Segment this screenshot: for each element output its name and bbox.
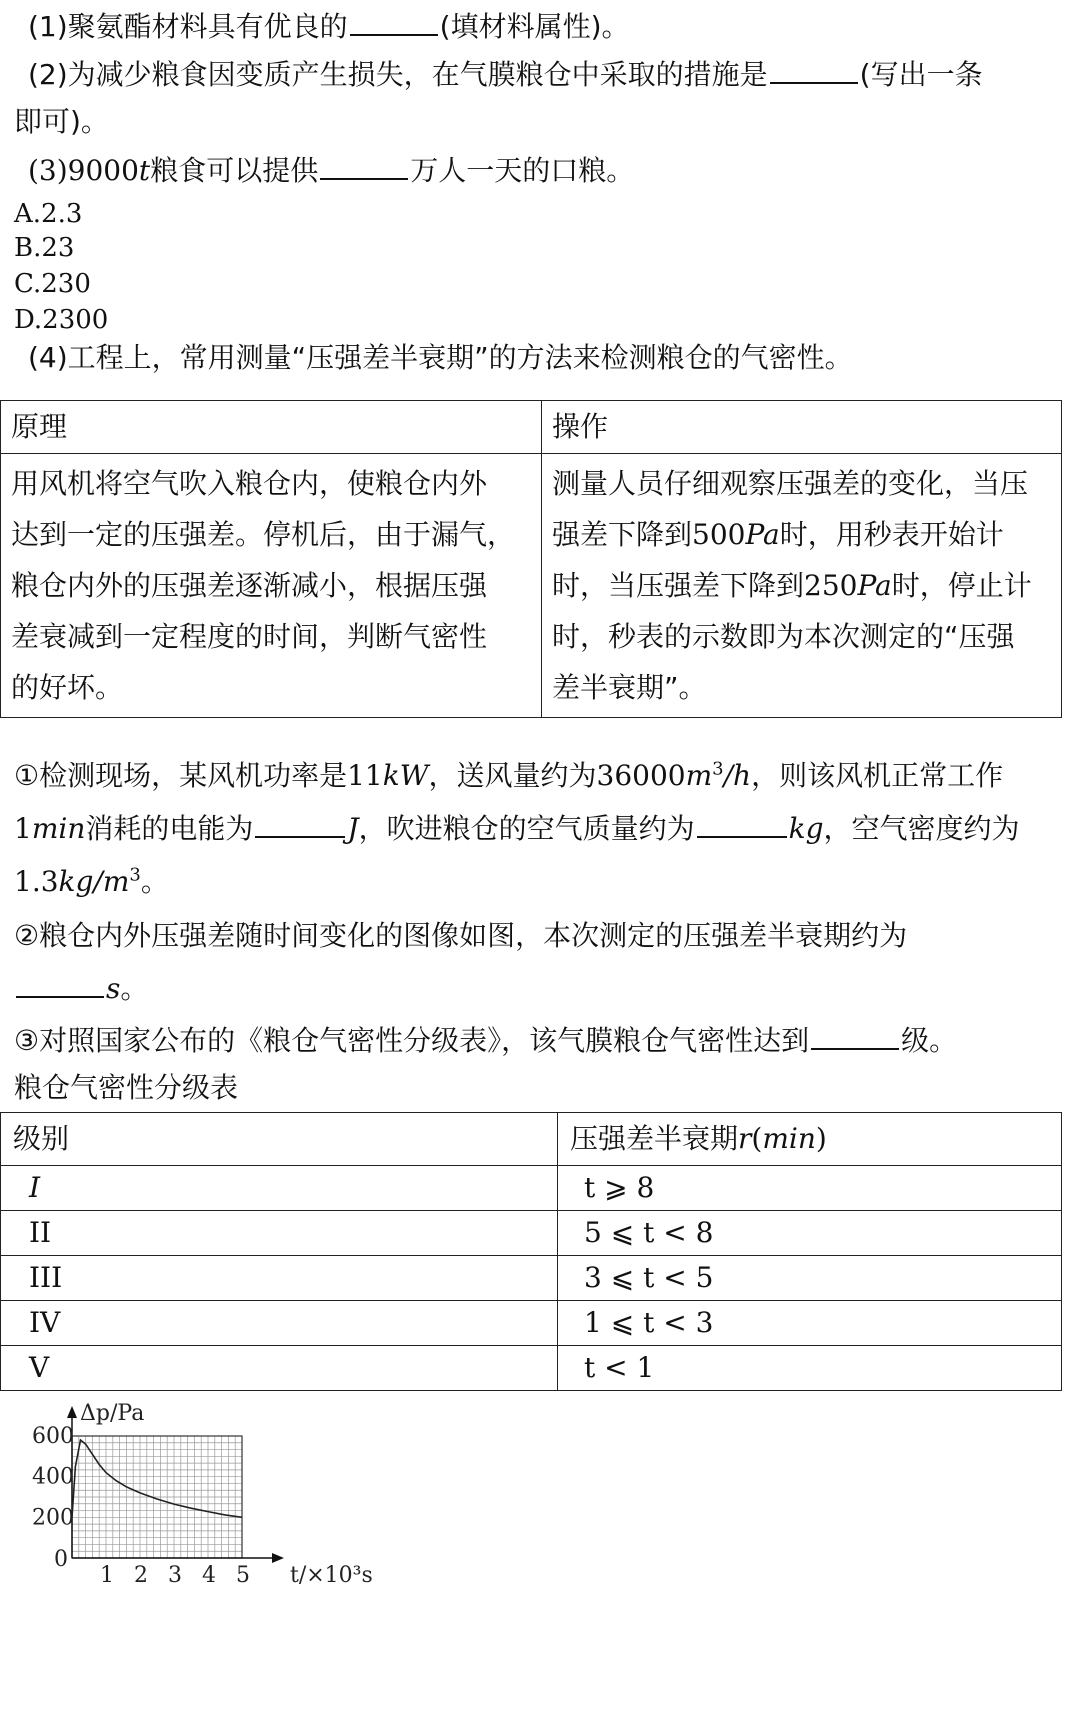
y-tick-label: 600 [32,1424,74,1449]
x-tick-label: 4 [202,1563,216,1588]
principle-cell [1,454,542,718]
principle-line: 的好坏。 [11,671,124,704]
range-cell: t < 1 [558,1346,1062,1391]
q1-prefix: (1)聚氨酯材料具有优良的 [28,10,348,43]
x-tick-label: 1 [100,1563,114,1588]
sub-question-2-line2: s。 [14,970,148,1007]
question-2 [28,56,983,93]
q3-prefix: (3)9000 [28,154,139,187]
answer-blank[interactable] [255,810,345,838]
x-axis-arrow [272,1553,284,1563]
q3-suffix: 万人一天的口粮。 [410,154,635,187]
sub-question-2: ②粮仓内外压强差随时间变化的图像如图，本次测定的压强差半衰期约为 [14,919,908,952]
x-tick-label: 5 [236,1563,250,1588]
header-period: 压强差半衰期r(min) [558,1113,1062,1166]
principle-line: 粮仓内外的压强差逐渐减小，根据压强 [11,569,488,602]
q2-line2: 即可)。 [14,105,109,138]
table-row [1,1211,1062,1256]
operation-line: 测量人员仔细观察压强差的变化，当压 [552,467,1029,500]
x-tick-label: 3 [168,1563,182,1588]
principle-line: 达到一定的压强差。停机后，由于漏气， [11,518,516,551]
q3-unit: t [138,154,151,187]
answer-blank[interactable] [16,970,104,998]
principle-operation-table [0,400,1062,718]
header-operation: 操作 [542,401,1062,454]
option-a[interactable]: A.2.3 [14,199,83,229]
operation-line: 时，当压强差下降到250Pa时，停止计 [552,569,1032,602]
y-axis-label: Δp/Pa [80,1401,145,1426]
range-cell: 3 ⩽ t < 5 [558,1256,1062,1301]
table2-title: 粮仓气密性分级表 [14,1071,239,1104]
operation-line: 强差下降到500Pa时，用秒表开始计 [552,518,1004,551]
q2-prefix: (2)为减少粮食因变质产生损失，在气膜粮仓中采取的措施是 [28,58,768,91]
question-3 [28,152,634,189]
range-cell: 5 ⩽ t < 8 [558,1211,1062,1256]
table-row [1,1346,1062,1391]
answer-blank[interactable] [350,8,438,36]
y-tick-label: 400 [32,1464,74,1490]
answer-blank[interactable] [811,1022,899,1050]
table-row [1,1301,1062,1346]
principle-line: 用风机将空气吹入粮仓内，使粮仓内外 [11,467,488,500]
level-cell: III [1,1256,558,1301]
question-1 [28,8,630,45]
header-level: 级别 [1,1113,558,1166]
range-cell: 1 ⩽ t < 3 [558,1301,1062,1346]
x-tick-label: 2 [134,1563,148,1588]
operation-cell [542,454,1062,718]
sub-question-3: ③对照国家公布的《粮仓气密性分级表》，该气膜粮仓气密性达到 级。 [14,1024,958,1057]
level-cell: I [1,1166,558,1211]
sub-question-1-line2: 1min消耗的电能为 J，吹进粮仓的空气质量约为 kg，空气密度约为 [14,812,1020,845]
level-cell: IV [1,1301,558,1346]
header-principle: 原理 [1,401,542,454]
answer-blank[interactable] [770,56,858,84]
y-tick-label: 200 [32,1505,74,1531]
sub-question-1: ①检测现场，某风机功率是11kW，送风量约为$36000m^3/h$，则该风机正常工作 [14,758,1004,792]
x-axis-label: t/×10³s [290,1563,373,1588]
option-d[interactable]: D.2300 [14,305,109,335]
option-c[interactable]: C.230 [14,269,91,299]
option-b[interactable]: B.23 [14,233,75,263]
pressure-curve [72,1440,242,1517]
level-cell: V [1,1346,558,1391]
question-2-line2 [14,104,109,140]
q1-suffix: (填材料属性)。 [439,10,630,43]
level-cell: II [1,1211,558,1256]
grading-table [0,1112,1062,1391]
y-axis-arrow [67,1406,77,1418]
sub-question-1-line3: $1.3kg/m^3$。 [14,864,169,898]
operation-line: 时，秒表的示数即为本次测定的“压强 [552,620,1015,653]
answer-blank[interactable] [320,152,408,180]
principle-line: 差衰减到一定程度的时间，判断气密性 [11,620,488,653]
table-row [1,1256,1062,1301]
origin-label: 0 [54,1547,68,1572]
q2-suffix: (写出一条 [859,58,983,91]
q3-mid: 粮食可以提供 [150,154,319,187]
operation-line: 差半衰期”。 [552,671,707,704]
question-4: (4)工程上，常用测量“压强差半衰期”的方法来检测粮仓的气密性。 [28,341,853,374]
pressure-chart [30,1400,390,1610]
table-row [1,1166,1062,1211]
answer-blank[interactable] [697,810,787,838]
range-cell: t ⩾ 8 [558,1166,1062,1211]
